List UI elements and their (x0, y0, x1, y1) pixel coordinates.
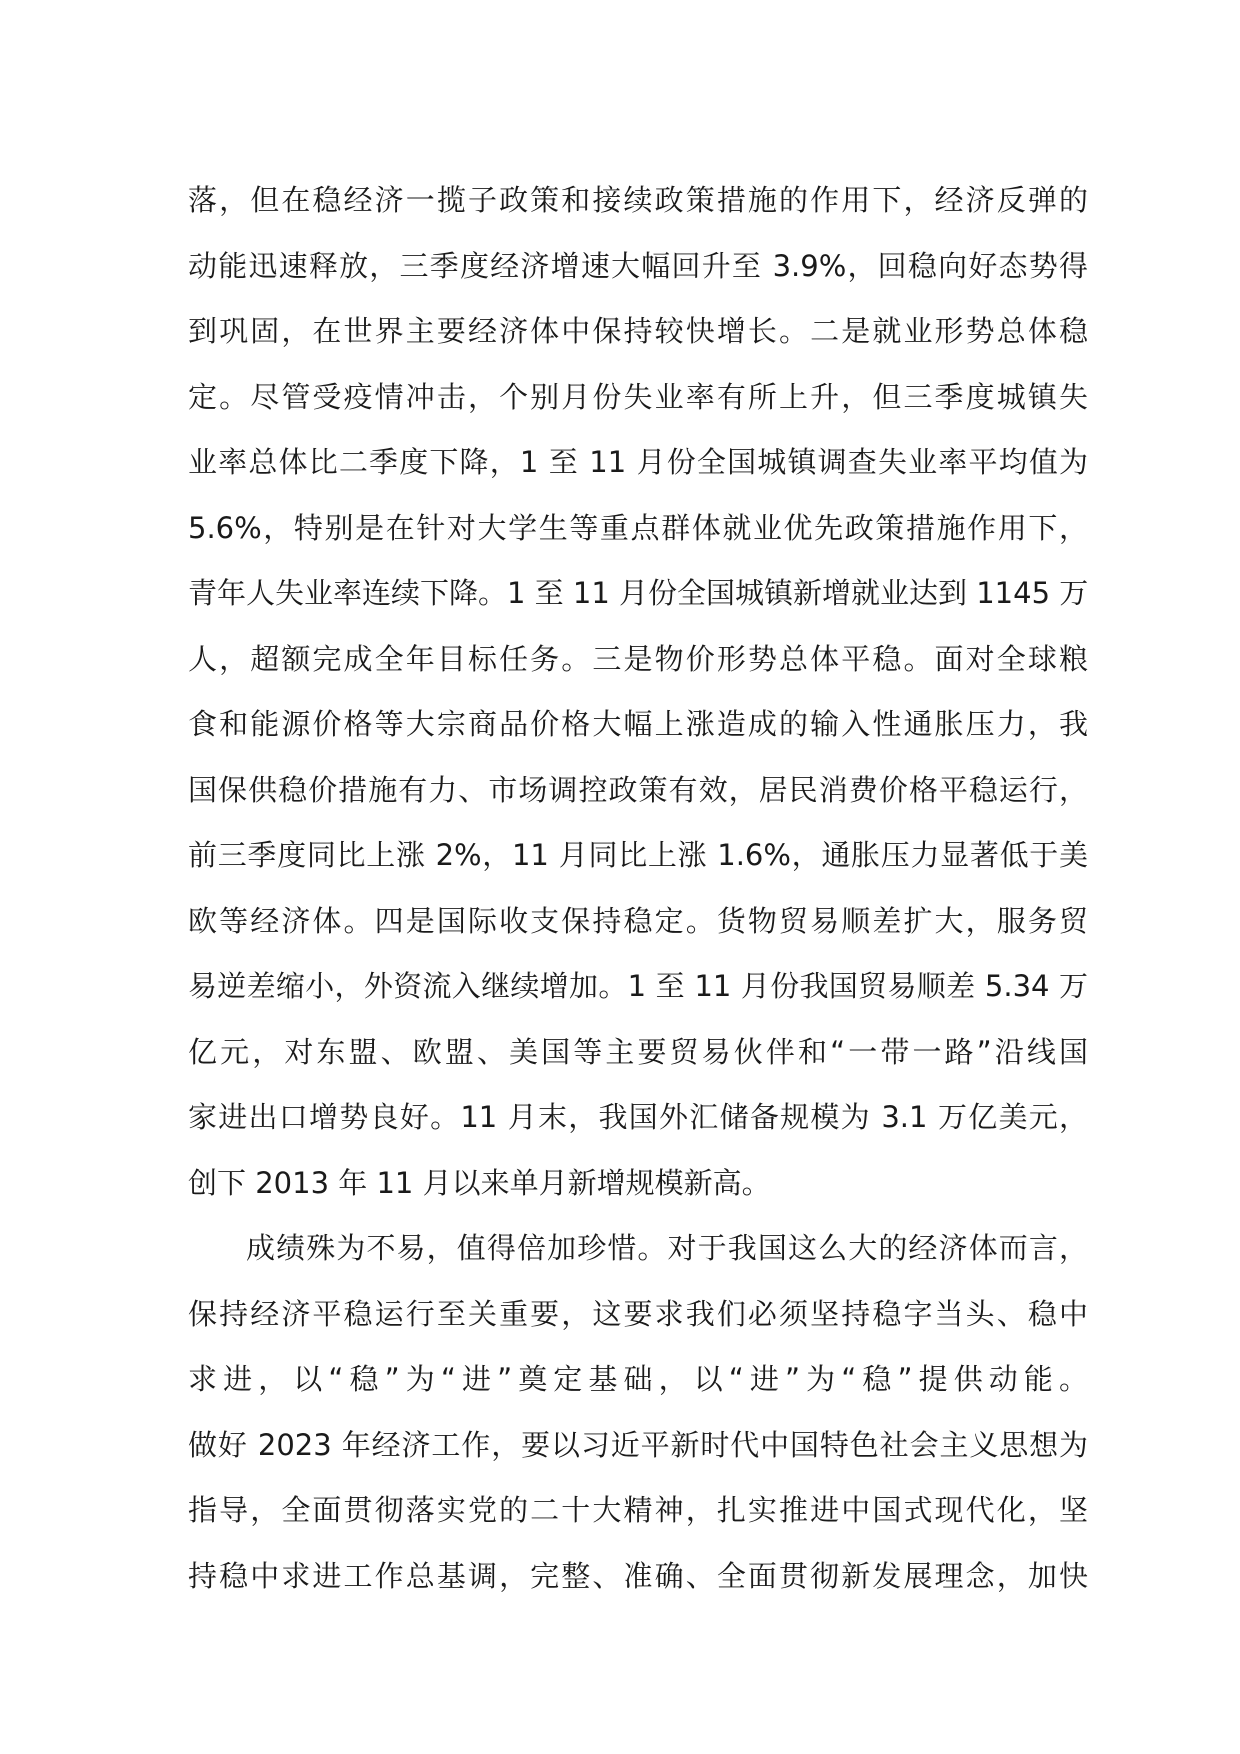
text-line: 到巩固，在世界主要经济体中保持较快增长。二是就业形势总体稳 (188, 314, 1088, 348)
text-line: 保持经济平稳运行至关重要，这要求我们必须坚持稳字当头、稳中 (188, 1296, 1088, 1331)
text-line: 前三季度同比上涨 2%，11 月同比上涨 1.6%，通胀压力显著低于美 (188, 838, 1088, 872)
text-line: 求进，以“稳”为“进”奠定基础，以“进”为“稳”提供动能。 (188, 1362, 1088, 1396)
text-line: 易逆差缩小，外资流入继续增加。1 至 11 月份我国贸易顺差 5.34 万 (188, 969, 1088, 1003)
text-line: 动能迅速释放，三季度经济增速大幅回升至 3.9%，回稳向好态势得 (188, 248, 1088, 283)
paragraph-end-line: 创下 2013 年 11 月以来单月新增规模新高。 (188, 1165, 771, 1200)
text-line: 国保供稳价措施有力、市场调控政策有效，居民消费价格平稳运行， (188, 772, 1088, 807)
text-line: 亿元，对东盟、欧盟、美国等主要贸易伙伴和“一带一路”沿线国 (188, 1034, 1088, 1069)
text-line: 欧等经济体。四是国际收支保持稳定。货物贸易顺差扩大，服务贸 (188, 903, 1088, 938)
text-line: 做好 2023 年经济工作，要以习近平新时代中国特色社会主义思想为 (188, 1427, 1088, 1462)
text-line: 家进出口增势良好。11 月末，我国外汇储备规模为 3.1 万亿美元， (188, 1100, 1088, 1134)
text-line: 食和能源价格等大宗商品价格大幅上涨造成的输入性通胀压力，我 (188, 707, 1088, 741)
paragraph-start-line: 成绩殊为不易，值得倍加珍惜。对于我国这么大的经济体而言， (246, 1231, 1088, 1265)
text-line: 落，但在稳经济一揽子政策和接续政策措施的作用下，经济反弹的 (188, 183, 1088, 217)
text-line: 定。尽管受疫情冲击，个别月份失业率有所上升，但三季度城镇失 (188, 379, 1088, 414)
text-line: 5.6%，特别是在针对大学生等重点群体就业优先政策措施作用下， (188, 510, 1088, 545)
text-line: 业率总体比二季度下降，1 至 11 月份全国城镇调查失业率平均值为 (188, 445, 1088, 479)
body-text (188, 168, 1088, 1609)
text-line: 持稳中求进工作总基调，完整、准确、全面贯彻新发展理念，加快 (188, 1558, 1088, 1593)
text-line: 指导，全面贯彻落实党的二十大精神，扎实推进中国式现代化，坚 (188, 1493, 1088, 1527)
text-line: 人，超额完成全年目标任务。三是物价形势总体平稳。面对全球粮 (188, 641, 1088, 676)
text-line: 青年人失业率连续下降。1 至 11 月份全国城镇新增就业达到 1145 万 (188, 576, 1089, 610)
